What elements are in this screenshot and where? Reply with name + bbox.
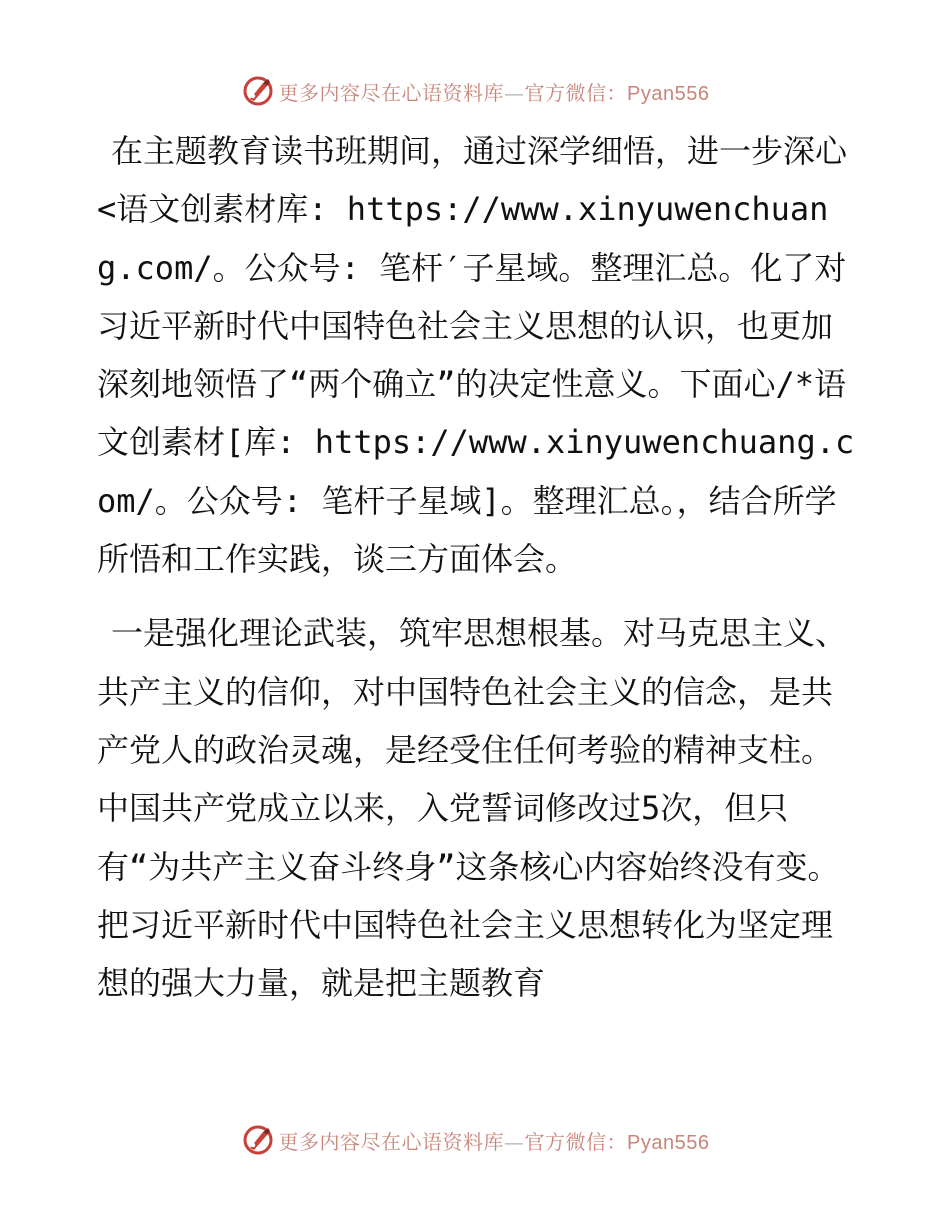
watermark-text: 更多内容尽在心语资料库—官方微信：Pyan556 <box>278 1129 710 1154</box>
quill-logo-icon <box>241 74 275 108</box>
paragraph: 在主题教育读书班期间，通过深学细悟，进一步深心<语文创素材库: https://www.xinyuwenchuang.com/。公众号: 笔杆′子星域。整理汇总。化了对习近平新时代中国特色社会主义思想的认识，也更加深刻地领悟了“两个确立”的决定性意义。下面心/*语文创素材[库: https://www.xinyuwenchuang.com/。公众号: 笔杆子星域]。整理汇总。，结合所学所悟和工作实践，谈三方面体会。 <box>97 132 855 579</box>
document-body <box>97 122 857 1012</box>
quill-logo-icon <box>241 1123 275 1157</box>
watermark-text: 更多内容尽在心语资料库—官方微信：Pyan556 <box>278 80 710 105</box>
paragraph: 一是强化理论武装，筑牢思想根基。对马克思主义、共产主义的信仰，对中国特色社会主义的信念，是共产党人的政治灵魂，是经受住任何考验的精神支柱。中国共产党成立以来，入党誓词修改过5次，但只有“为共产主义奋斗终身”这条核心内容始终没有变。把习近平新时代中国特色社会主义思想转化为坚定理想的强大力量，就是把主题教育 <box>97 614 848 1003</box>
watermark-banner-bottom <box>0 1120 950 1160</box>
watermark-banner-top <box>0 71 950 111</box>
